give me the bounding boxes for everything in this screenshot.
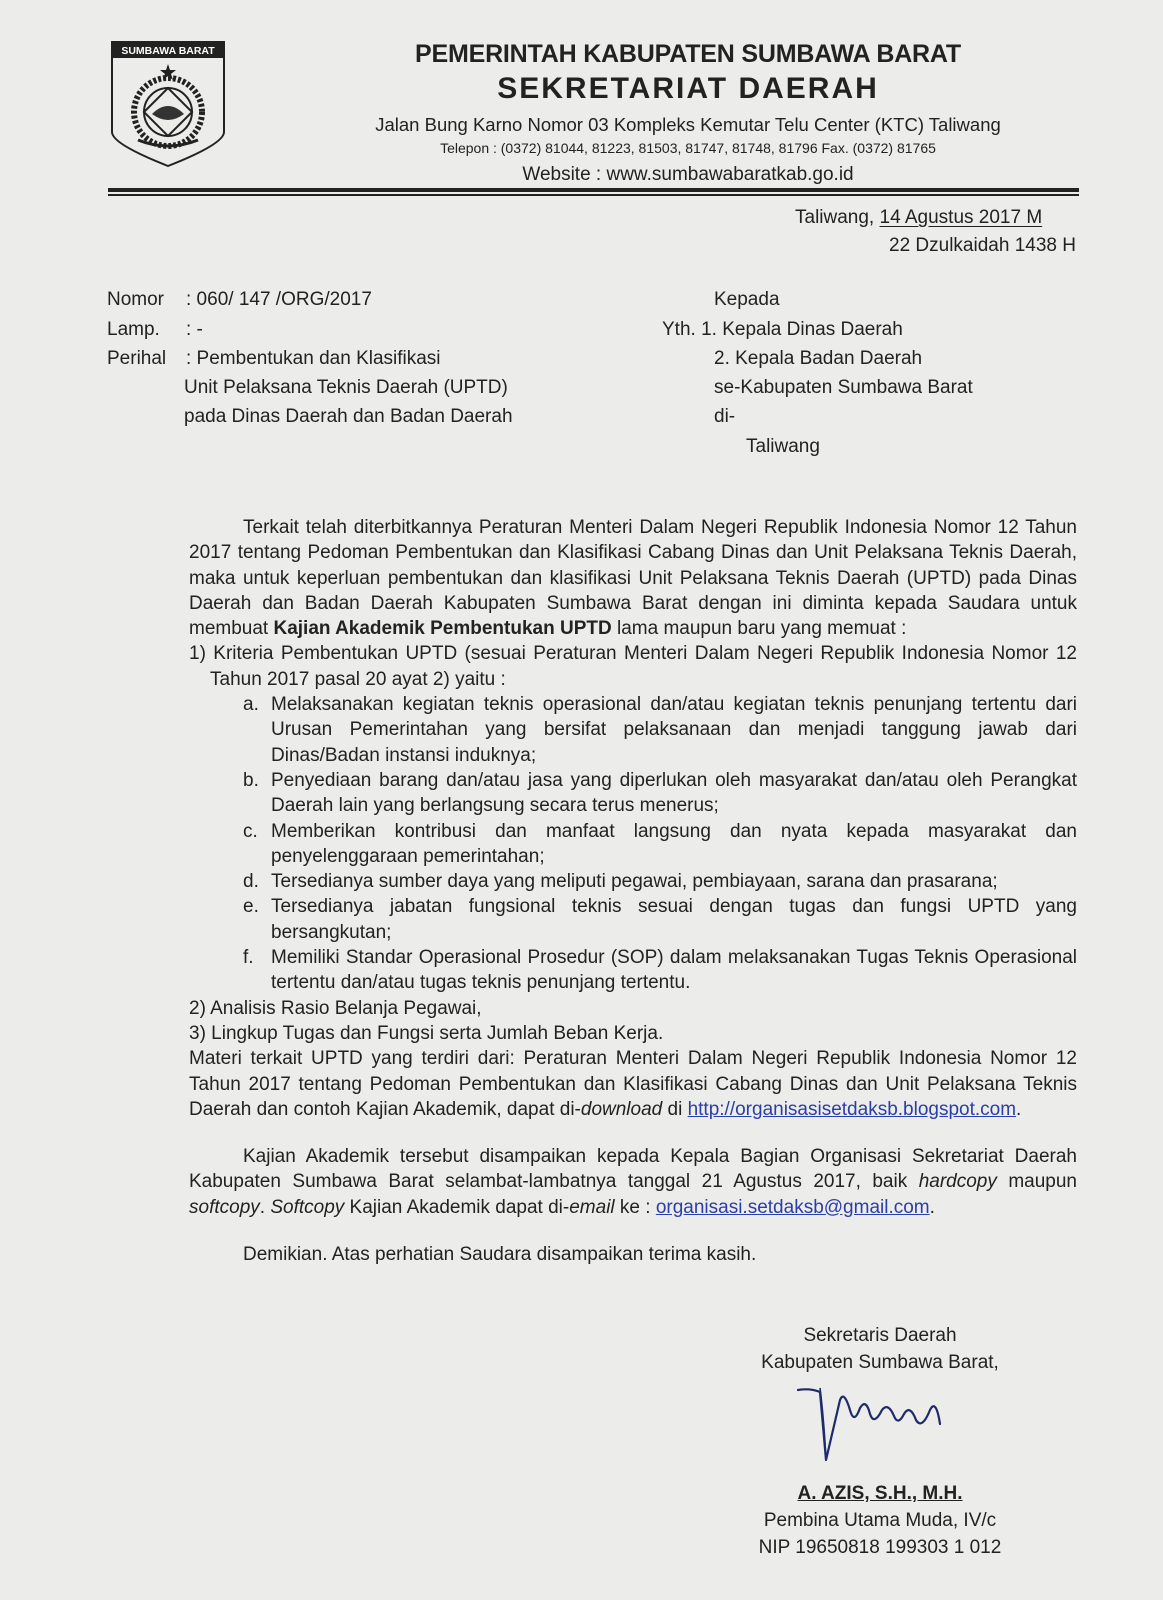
point-3: 3) Lingkup Tugas dan Fungsi serta Jumlah Beban Kerja.: [189, 1022, 664, 1044]
perihal-line: pada Dinas Daerah dan Badan Daerah: [184, 406, 513, 427]
list-item: f. Memiliki Standar Operasional Prosedur (SOP) dalam melaksanakan Tugas Teknis Operasional tertentu dan/atau tugas teknis penunjang tertentu.: [243, 947, 1077, 994]
lamp-label: Lamp.: [107, 319, 160, 340]
signatory-name: A. AZIS, S.H., M.H.: [797, 1483, 963, 1504]
office-title: SEKRETARIAT DAERAH: [497, 72, 879, 105]
letterhead-rule-thin: [108, 194, 1079, 196]
regency-logo: [108, 40, 228, 168]
logo-text: SUMBAWA BARAT: [121, 45, 215, 57]
letter-date: [795, 208, 1042, 227]
nomor-value: : 060/ 147 /ORG/2017: [186, 289, 372, 310]
signatory-nip: NIP 19650818 199303 1 012: [758, 1537, 1002, 1558]
website-line: Website : www.sumbawabaratkab.go.id: [522, 164, 854, 185]
signatory-title: Sekretaris Daerah: [803, 1325, 957, 1346]
perihal-line: : Pembentukan dan Klasifikasi: [186, 348, 441, 369]
recipient-line: se-Kabupaten Sumbawa Barat: [714, 377, 973, 398]
blog-link[interactable]: http://organisasisetdaksb.blogspot.com: [687, 1098, 1017, 1120]
date-place: Taliwang,: [795, 207, 875, 228]
email-link[interactable]: organisasi.setdaksb@gmail.com: [655, 1196, 930, 1218]
point-2: 2) Analisis Rasio Belanja Pegawai,: [189, 997, 482, 1019]
intro-paragraph: Terkait telah diterbitkannya Peraturan Menteri Dalam Negeri Republik Indonesia Nomor 12 Tahun 2017 tentang Pedoman Pembentukan dan Klasifikasi Cabang Dinas dan Unit Pelaksana Teknis Daerah, maka untuk keperluan pembentukan dan klasifikasi Unit Pelaksana Teknis Daerah (UPTD) pada Dinas Daerah dan Badan Daerah Kabupaten Sumbawa Barat dengan ini diminta kepada Saudara untuk membuat Kajian Akademik Pembentukan UPTD lama maupun baru yang memuat :: [189, 517, 1077, 640]
recipient-line: 2. Kepala Badan Daerah: [714, 348, 923, 369]
list-item: a. Melaksanakan kegiatan teknis operasional dan/atau kegiatan teknis penunjang tertentu dari Urusan Pemerintahan yang bersifat pelaksanaan dan menjadi tanggung jawab dari Dinas/Badan instansi induknya;: [243, 694, 1077, 766]
perihal-line: Unit Pelaksana Teknis Daerah (UPTD): [184, 377, 508, 398]
letterhead-rule-thick: [108, 188, 1079, 192]
date-hijri: 22 Dzulkaidah 1438 H: [889, 235, 1076, 256]
handwritten-signature: [790, 1380, 960, 1470]
government-title: PEMERINTAH KABUPATEN SUMBAWA BARAT: [415, 40, 961, 68]
lamp-value: : -: [186, 319, 203, 340]
address-line: Jalan Bung Karno Nomor 03 Kompleks Kemutar Telu Center (KTC) Taliwang: [375, 114, 1001, 135]
point-1: 1) Kriteria Pembentukan UPTD (sesuai Peraturan Menteri Dalam Negeri Republik Indonesia Nomor 12 Tahun 2017 pasal 20 ayat 2) yaitu :: [189, 643, 1077, 690]
perihal-label: Perihal: [107, 348, 167, 369]
phone-line: Telepon : (0372) 81044, 81223, 81503, 81747, 81748, 81796 Fax. (0372) 81765: [440, 140, 936, 156]
materi-paragraph: Materi terkait UPTD yang terdiri dari: Peraturan Menteri Dalam Negeri Republik Indonesia Nomor 12 Tahun 2017 tentang Pedoman Pembentukan dan Klasifikasi Cabang Dinas dan Unit Pelaksana Teknis Daerah dan contoh Kajian Akademik, dapat di-download di http://organisasisetdaksb.blogspot.com.: [189, 1048, 1077, 1120]
signatory-region: Kabupaten Sumbawa Barat,: [761, 1352, 999, 1373]
recipient-line: Yth. 1. Kepala Dinas Daerah: [662, 319, 903, 340]
list-item: c. Memberikan kontribusi dan manfaat langsung dan nyata kepada masyarakat dan penyelenggaraan pemerintahan;: [243, 820, 1077, 867]
recipient-line: di-: [714, 406, 736, 427]
letter-body: [189, 515, 1077, 1267]
kajian-paragraph: Kajian Akademik tersebut disampaikan kepada Kepala Bagian Organisasi Sekretariat Daerah Kabupaten Sumbawa Barat selambat-lambatnya tanggal 21 Agustus 2017, baik hardcopy maupun softcopy. Softcopy Kajian Akademik dapat di-email ke : organisasi.setdaksb@gmail.com.: [189, 1146, 1077, 1218]
list-item: b. Penyediaan barang dan/atau jasa yang diperlukan oleh masyarakat dan/atau oleh Perangkat Daerah lain yang berlangsung secara terus menerus;: [243, 769, 1077, 817]
emphasis-title: Kajian Akademik Pembentukan UPTD: [273, 618, 612, 640]
date-gregorian: 14 Agustus 2017 M: [879, 207, 1043, 228]
list-item: e. Tersedianya jabatan fungsional teknis sesuai dengan tugas dan fungsi UPTD yang bersangkutan;: [243, 896, 1077, 943]
nomor-label: Nomor: [107, 289, 165, 310]
recipient-line: Taliwang: [746, 436, 820, 457]
closing-paragraph: Demikian. Atas perhatian Saudara disampaikan terima kasih.: [243, 1244, 757, 1266]
list-item: d. Tersedianya sumber daya yang meliputi pegawai, pembiayaan, sarana dan prasarana;: [243, 871, 998, 893]
signatory-rank: Pembina Utama Muda, IV/c: [763, 1510, 997, 1531]
recipient-line: Kepada: [714, 289, 780, 310]
criteria-list: [189, 692, 1077, 996]
